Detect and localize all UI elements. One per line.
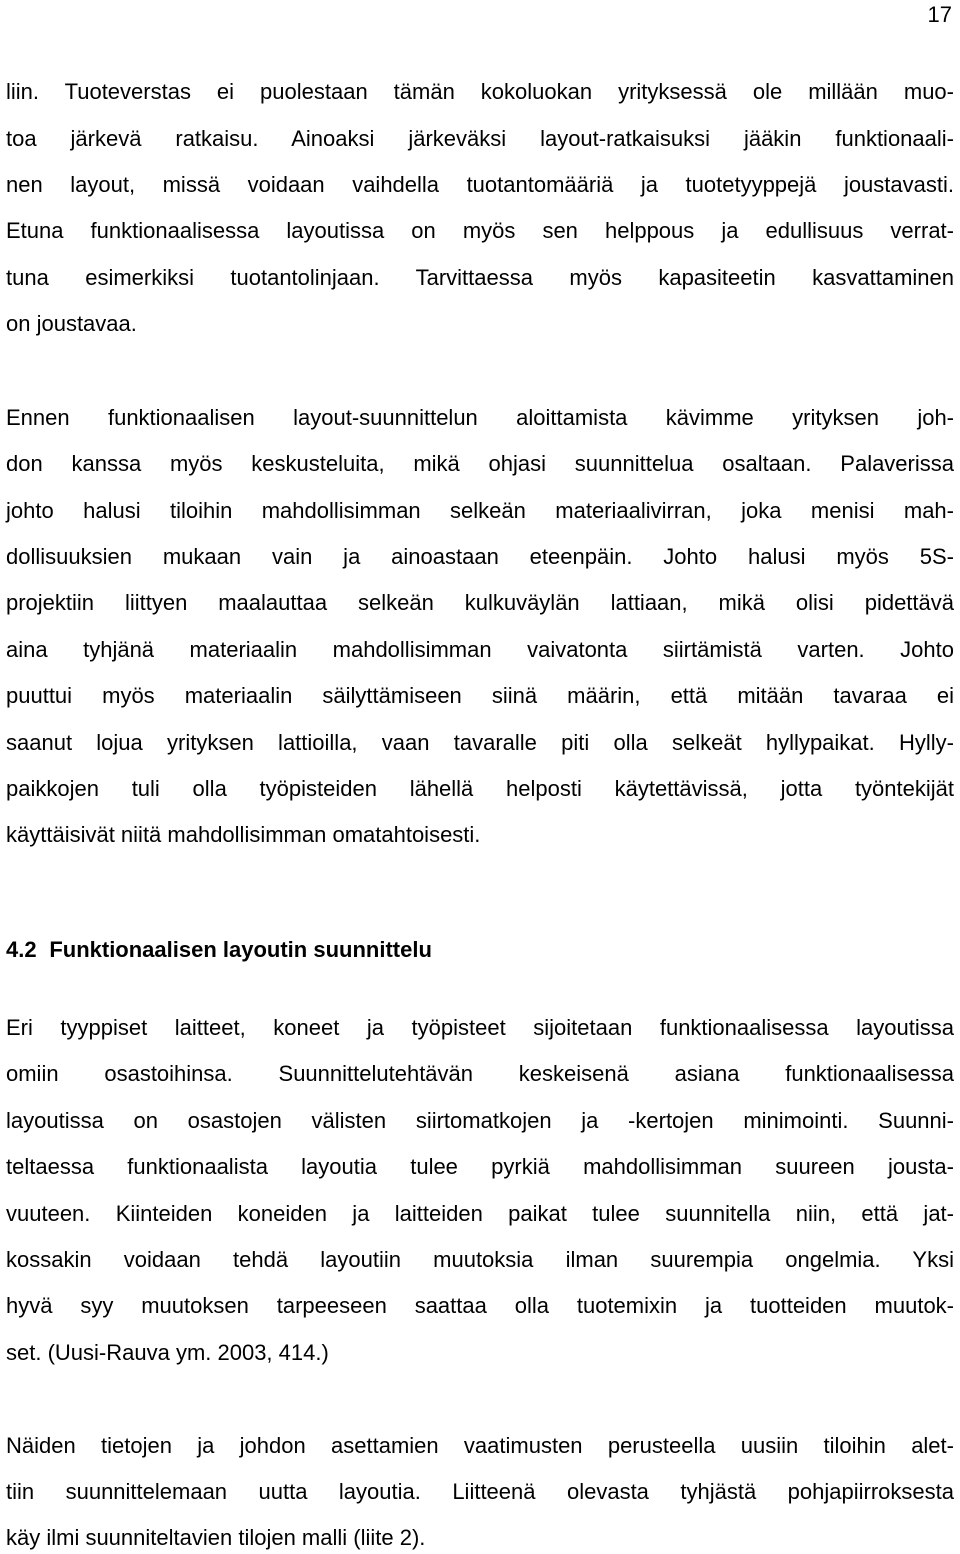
- text-line: hyvä syy muutoksen tarpeeseen saattaa olla tuotemixin ja tuotteiden muutok-: [6, 1293, 954, 1318]
- text-line: Näiden tietojen ja johdon asettamien vaatimusten perusteella uusiin tiloihin alet-: [6, 1433, 954, 1458]
- text-line: don kanssa myös keskusteluita, mikä ohjasi suunnittelua osaltaan. Palaverissa: [6, 451, 954, 476]
- text-line: set. (Uusi-Rauva ym. 2003, 414.): [6, 1340, 329, 1365]
- text-line: saanut lojua yrityksen lattioilla, vaan tavaralle piti olla selkeät hyllypaikat. Hylly-: [6, 730, 954, 755]
- text-line: dollisuuksien mukaan vain ja ainoastaan eteenpäin. Johto halusi myös 5S-: [6, 544, 954, 569]
- section-heading: [6, 936, 432, 964]
- text-line: teltaessa funktionaalista layoutia tulee pyrkiä mahdollisimman suureen jousta-: [6, 1154, 954, 1179]
- text-line: tiin suunnittelemaan uutta layoutia. Liitteenä olevasta tyhjästä pohjapiirroksesta: [6, 1479, 954, 1504]
- text-line: käy ilmi suunniteltavien tilojen malli (liite 2).: [6, 1525, 426, 1550]
- text-line: käyttäisivät niitä mahdollisimman omatahtoisesti.: [6, 822, 481, 847]
- text-line: aina tyhjänä materiaalin mahdollisimman vaivatonta siirtämistä varten. Johto: [6, 637, 954, 662]
- section-title: Funktionaalisen layoutin suunnittelu: [49, 937, 432, 962]
- section-number: 4.2: [6, 937, 37, 962]
- text-line: Ennen funktionaalisen layout-suunnittelun aloittamista kävimme yrityksen joh-: [6, 405, 954, 430]
- text-line: layoutissa on osastojen välisten siirtomatkojen ja -kertojen minimointi. Suunni-: [6, 1108, 954, 1133]
- page-number: 17: [927, 2, 952, 27]
- text-line: omiin osastoihinsa. Suunnittelutehtävän keskeisenä asiana funktionaalisessa: [6, 1061, 954, 1086]
- text-line: tuna esimerkiksi tuotantolinjaan. Tarvittaessa myös kapasiteetin kasvattaminen: [6, 265, 954, 290]
- text-line: on joustavaa.: [6, 311, 137, 336]
- text-line: Etuna funktionaalisessa layoutissa on myös sen helppous ja edullisuus verrat-: [6, 218, 954, 243]
- text-line: liin. Tuoteverstas ei puolestaan tämän kokoluokan yrityksessä ole millään muo-: [6, 79, 954, 104]
- text-line: projektiin liittyen maalauttaa selkeän kulkuväylän lattiaan, mikä olisi pidettävä: [6, 590, 954, 615]
- text-line: paikkojen tuli olla työpisteiden lähellä helposti käytettävissä, jotta työntekijät: [6, 776, 954, 801]
- text-line: puuttui myös materiaalin säilyttämiseen siinä määrin, että mitään tavaraa ei: [6, 683, 954, 708]
- text-line: johto halusi tiloihin mahdollisimman selkeän materiaalivirran, joka menisi mah-: [6, 498, 954, 523]
- text-line: toa järkevä ratkaisu. Ainoaksi järkeväksi layout-ratkaisuksi jääkin funktionaali-: [6, 126, 954, 151]
- text-line: Eri tyyppiset laitteet, koneet ja työpisteet sijoitetaan funktionaalisessa layoutissa: [6, 1015, 954, 1040]
- text-line: kossakin voidaan tehdä layoutiin muutoksia ilman suurempia ongelmia. Yksi: [6, 1247, 954, 1272]
- text-line: nen layout, missä voidaan vaihdella tuotantomääriä ja tuotetyyppejä joustavasti.: [6, 172, 954, 197]
- text-line: vuuteen. Kiinteiden koneiden ja laitteiden paikat tulee suunnitella niin, että jat-: [6, 1201, 954, 1226]
